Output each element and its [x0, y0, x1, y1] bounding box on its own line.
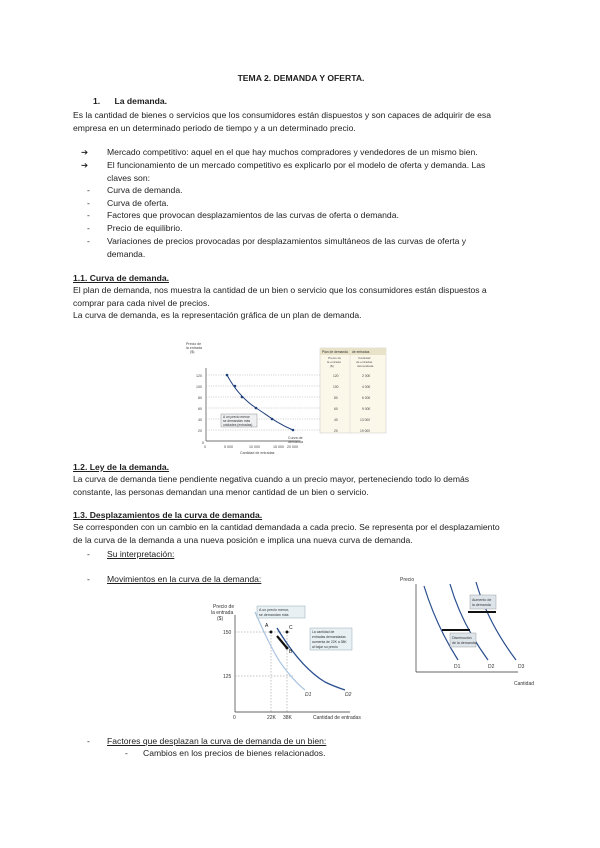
point-label: A: [265, 623, 269, 629]
x-tick-label: 10 000: [249, 445, 260, 449]
curve-label: demanda: [288, 440, 303, 444]
list-item: - Cambios en los precios de bienes relacionados.: [125, 748, 326, 758]
section-heading-1-3: 1.3. Desplazamientos de la curva de demanda.: [73, 510, 263, 520]
section-heading-1: 1. La demanda.: [93, 96, 168, 106]
svg-text:Precio de: Precio de: [328, 356, 342, 360]
movement-along-curve-figure: [205, 600, 365, 725]
x-tick-label: 15 000: [273, 445, 284, 449]
list-item: - Variaciones de precios provocadas por desplazamientos simultáneos de las curvas de oferta y demanda.: [87, 236, 467, 259]
svg-text:aumenta de 22K a 38K: aumenta de 22K a 38K: [312, 640, 347, 644]
table-cell: 6 000: [362, 396, 371, 400]
table-cell: 13 000: [360, 418, 371, 422]
y-axis-label: Precio de: [213, 604, 235, 610]
demand-schedule-table: [320, 348, 386, 433]
y-tick-label: 20: [198, 429, 202, 433]
table-title: Plan de demanda: [322, 350, 348, 354]
curve-label: D2: [488, 664, 495, 670]
list-item: ➔ Mercado competitivo: aquel en el que hay muchos compradores y vendedores de un mismo bien.: [81, 147, 478, 157]
svg-text:unidades (entradas): unidades (entradas): [223, 423, 253, 427]
curve-label: D1: [454, 664, 461, 670]
table-cell: 2 000: [362, 374, 371, 378]
svg-text:de entradas: de entradas: [356, 360, 373, 364]
curve-label: D1: [305, 692, 312, 698]
list-item: - Precio de equilibrio.: [87, 223, 183, 233]
y-tick-label: 125: [223, 674, 232, 680]
svg-text:entradas demandadas: entradas demandadas: [312, 635, 346, 639]
y-axis-label: Precio: [400, 577, 415, 583]
x-axis-label: Cantidad de entradas: [240, 451, 275, 455]
section-heading-1-1: 1.1. Curva de demanda.: [73, 273, 169, 283]
x-tick-label: 5 000: [224, 445, 233, 449]
point-label: B: [289, 649, 293, 655]
arrow-icon: ➔: [81, 147, 89, 157]
demand-shift-figure: [398, 572, 538, 692]
x-tick-label: 20 000: [287, 445, 298, 449]
table-cell: 19 000: [360, 429, 371, 433]
svg-text:Aumento de: Aumento de: [472, 598, 492, 602]
y-tick-label: 120: [196, 374, 202, 378]
paragraph-1-1: El plan de demanda, nos muestra la cantidad de un bien o servicio que los consumidores están dispuestos a comprar para cada nivel de precios. La curva de demanda, es la representación gráfica de un plan de demanda.: [73, 285, 487, 321]
svg-text:demandada: demandada: [357, 364, 374, 368]
section-heading-1-2: 1.2. Ley de la demanda.: [73, 462, 170, 472]
curve-label: D2: [345, 692, 352, 698]
svg-text:($): ($): [330, 364, 334, 368]
y-tick-label: 40: [198, 418, 202, 422]
svg-text:La cantidad de: La cantidad de: [312, 630, 335, 634]
x-tick-label: 0: [233, 715, 236, 721]
table-cell: 80: [334, 396, 338, 400]
svg-text:la demanda: la demanda: [472, 603, 491, 607]
x-axis-label: Cantidad: [514, 681, 535, 687]
y-tick-label: 60: [198, 407, 202, 411]
y-axis-label: ($): [217, 616, 224, 622]
svg-text:la entrada: la entrada: [327, 360, 341, 364]
svg-text:A un precio menor: A un precio menor: [223, 415, 250, 419]
intro-paragraph: Es la cantidad de bienes o servicios que los consumidores están dispuestos y son capaces de adquirir de esa empresa en un determinado periodo de tiempo y a un determinado precio.: [73, 110, 491, 133]
x-tick-label: 38K: [283, 715, 292, 721]
list-item: - Curva de oferta.: [87, 198, 169, 208]
point-label: C: [289, 625, 293, 631]
table-cell: 100: [333, 385, 339, 389]
paragraph-1-3: Se corresponden con un cambio en la cantidad demandada a cada precio. Se representa por el desplazamiento de la curva de la demanda a una nueva posición e implica una nueva curva de demanda.: [73, 522, 500, 545]
x-axis-label: Cantidad de entradas: [313, 715, 361, 721]
x-tick-label: 22K: [267, 715, 276, 721]
svg-text:Cantidad: Cantidad: [358, 356, 371, 360]
y-axis-label: Precio de: [186, 342, 202, 346]
list-item: - Movimientos en la curva de la demanda:: [87, 574, 262, 584]
table-cell: 20: [334, 429, 338, 433]
paragraph-1-2: La curva de demanda tiene pendiente negativa cuando a un precio mayor, perteneciendo todo lo demás constante, las personas demandan una menor cantidad de un bien o servicio.: [73, 474, 470, 497]
list-item: - Su interpretación:: [87, 549, 175, 559]
table-title: de entradas: [352, 350, 370, 354]
y-axis-label: ($): [190, 350, 195, 354]
y-axis-label: la entrada: [211, 610, 234, 616]
list-item: - Curva de demanda.: [87, 185, 183, 195]
svg-text:se demandan más: se demandan más: [223, 419, 251, 423]
svg-text:se demandan más: se demandan más: [259, 613, 289, 617]
page-title: TEMA 2. DEMANDA Y OFERTA.: [237, 73, 365, 83]
table-cell: 120: [333, 374, 339, 378]
table-cell: 4 000: [362, 385, 371, 389]
y-tick-label: 100: [196, 385, 202, 389]
curve-label: D3: [518, 664, 525, 670]
table-cell: 9 000: [362, 407, 371, 411]
x-tick-label: 0: [204, 445, 206, 449]
curve-label: Curva de: [288, 436, 303, 440]
svg-text:de la demanda: de la demanda: [452, 641, 476, 645]
list-item: - Factores que provocan desplazamientos de las curvas de oferta o demanda.: [87, 210, 399, 220]
table-cell: 60: [334, 407, 338, 411]
list-item: ➔ El funcionamiento de un mercado competitivo es explicarlo por el modelo de oferta y demanda. Las claves son:: [81, 160, 486, 183]
svg-text:Disminución: Disminución: [452, 636, 472, 640]
y-tick-label: 0: [202, 441, 204, 445]
svg-text:A un precio menor,: A un precio menor,: [259, 608, 289, 612]
point-a: [270, 631, 273, 634]
demand-curve-figure: [180, 338, 395, 456]
y-tick-label: 80: [198, 396, 202, 400]
y-tick-label: 150: [223, 630, 232, 636]
list-item: - Factores que desplazan la curva de demanda de un bien:: [87, 736, 327, 746]
y-axis-label: la entrada: [186, 346, 202, 350]
arrow-icon: ➔: [81, 160, 89, 170]
svg-text:al bajar su precio: al bajar su precio: [312, 645, 338, 649]
table-cell: 40: [334, 418, 338, 422]
